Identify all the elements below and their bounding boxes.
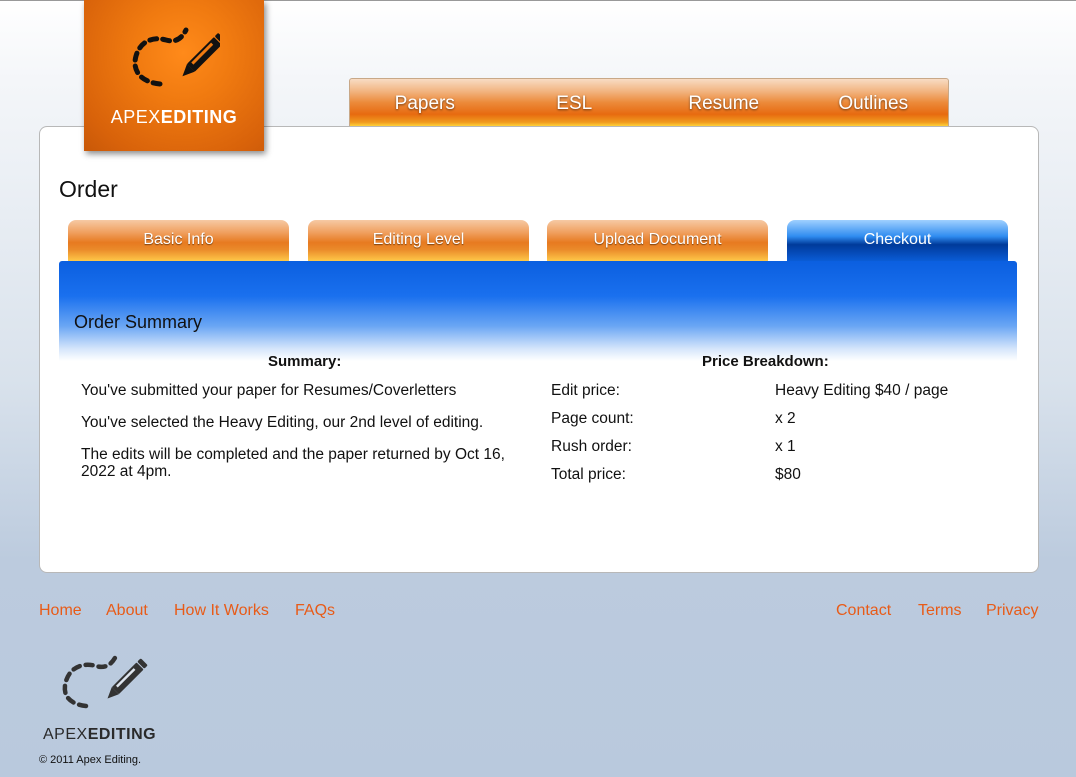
page-count-value: x 2 xyxy=(775,410,796,427)
footer-link-home[interactable]: Home xyxy=(39,602,82,619)
main-nav xyxy=(349,78,949,126)
nav-resume[interactable]: Resume xyxy=(688,93,760,114)
summary-heading: Summary: xyxy=(268,353,342,370)
nav-outlines[interactable]: Outlines xyxy=(838,93,909,114)
total-price-value: $80 xyxy=(775,466,801,483)
nav-papers[interactable]: Papers xyxy=(394,93,455,114)
footer-link-how-it-works[interactable]: How It Works xyxy=(174,602,269,619)
brand-name: APEXEDITING xyxy=(110,107,238,127)
summary-line: You've submitted your paper for Resumes/Coverletters xyxy=(81,382,457,399)
rush-order-label: Rush order: xyxy=(551,438,632,455)
brand-logo[interactable] xyxy=(84,0,264,151)
rush-order-value: x 1 xyxy=(775,438,796,455)
tab-upload-document[interactable]: Upload Document xyxy=(547,220,768,261)
nav-esl[interactable]: ESL xyxy=(556,93,593,114)
footer-link-about[interactable]: About xyxy=(106,602,148,619)
footer-brand-name: APEXEDITING xyxy=(43,726,157,743)
footer-link-contact[interactable]: Contact xyxy=(836,602,892,619)
price-breakdown-heading: Price Breakdown: xyxy=(702,353,829,370)
edit-price-value: Heavy Editing $40 / page xyxy=(775,382,949,399)
tab-checkout[interactable]: Checkout xyxy=(787,220,1008,261)
edit-price-label: Edit price: xyxy=(551,382,620,399)
order-summary-title: Order Summary xyxy=(74,312,203,332)
total-price-label: Total price: xyxy=(551,466,626,483)
page-title: Order xyxy=(59,176,118,202)
footer-link-privacy[interactable]: Privacy xyxy=(986,602,1039,619)
tab-editing-level[interactable]: Editing Level xyxy=(308,220,529,261)
order-summary-header xyxy=(59,261,1017,361)
tab-basic-info[interactable]: Basic Info xyxy=(68,220,289,261)
footer-link-faqs[interactable]: FAQs xyxy=(295,602,336,619)
summary-line: You've selected the Heavy Editing, our 2nd level of editing. xyxy=(81,414,484,431)
pencil-logo-icon xyxy=(130,22,220,94)
summary-line: The edits will be completed and the paper returned by Oct 16, 2022 at 4pm. xyxy=(81,446,505,480)
pencil-logo-icon xyxy=(60,650,150,714)
page-count-label: Page count: xyxy=(551,410,634,427)
footer-link-terms[interactable]: Terms xyxy=(918,602,962,619)
copyright: © 2011 Apex Editing. xyxy=(39,754,142,766)
